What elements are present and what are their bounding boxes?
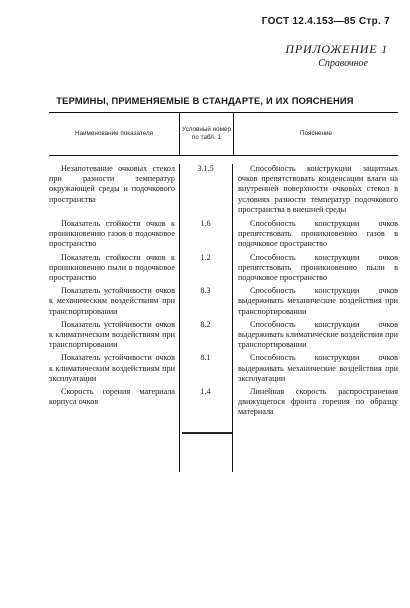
term-number: 8.2 — [200, 319, 211, 329]
table-row — [49, 387, 398, 418]
term-name: Показатель стойкости очков к проникновению газов в подочковое пространство — [49, 219, 175, 249]
end-of-text-rule — [182, 432, 232, 434]
term-explanation: Способность конструкции очков выдерживать механические воздействия при транспортировании — [238, 286, 398, 316]
term-name: Показатель устойчивости очков к климатическим воздействиям при эксплуатации — [49, 353, 175, 383]
term-explanation: Способность конструкции очков препятствовать проникновению газов в подочковое пространство — [238, 219, 398, 249]
term-number: 1.6 — [200, 219, 211, 229]
table-row — [49, 320, 398, 351]
column-header-number-text: Условный номер по табл. 1 — [182, 126, 231, 141]
annex-subtitle: Справочное — [318, 58, 368, 69]
table-row — [49, 219, 398, 250]
table-row — [49, 286, 398, 317]
document-code-header: ГОСТ 12.4.153—85 Стр. 7 — [261, 16, 390, 27]
term-number: 8.3 — [200, 286, 211, 296]
term-explanation: Линейная скорость распространения движущегося фронта горения по образцу материала — [238, 387, 398, 417]
column-header-explanation: Пояснение — [299, 130, 333, 138]
term-name: Показатель устойчивости очков к механическим воздействиям при транспортировании — [49, 286, 175, 316]
table-body — [49, 164, 398, 418]
table-row — [49, 164, 398, 215]
term-name: Скорость горения материала корпуса очков — [49, 387, 175, 407]
table-row — [49, 353, 398, 384]
term-number: 1.2 — [200, 252, 211, 262]
column-header-number — [179, 113, 234, 155]
table-row — [49, 253, 398, 284]
term-number: 8.1 — [200, 353, 211, 363]
section-title: ТЕРМИНЫ, ПРИМЕНЯЕМЫЕ В СТАНДАРТЕ, И ИХ ПОЯСНЕНИЯ — [56, 96, 354, 106]
term-explanation: Способность конструкции очков выдерживать климатические воздействия при транспортировании — [238, 319, 398, 350]
term-name: Показатель стойкости очков к проникновению пыли в подочковое пространство — [49, 252, 175, 283]
term-explanation: Способность конструкции очков выдерживать механические воздействия при эксплуатации — [238, 353, 398, 383]
term-name: Незапотевание очковых стекол при разности температур окружающей среды и подочкового пространства — [49, 164, 175, 204]
column-header-name: Наименование показателя — [74, 130, 154, 138]
term-explanation: Способность конструкции защитных очков препятствовать конденсации влаги на внутренней поверхности очковых стекол в условиях разности температур подочкового пространства в внешней среды — [238, 164, 398, 214]
term-number: 3.1.5 — [197, 164, 214, 173]
term-number: 1.4 — [200, 387, 211, 397]
term-name: Показатель устойчивости очков к климатическим воздействиям при транспортировании — [49, 319, 175, 350]
term-explanation: Способность конструкции очков препятствовать проникновению пыли в подочковое пространство — [238, 252, 398, 283]
column-divider-2 — [232, 164, 233, 472]
terms-table — [49, 112, 398, 418]
annex-title: ПРИЛОЖЕНИЕ 1 — [285, 42, 388, 56]
table-header-row — [49, 112, 398, 156]
column-divider-1 — [179, 164, 180, 472]
